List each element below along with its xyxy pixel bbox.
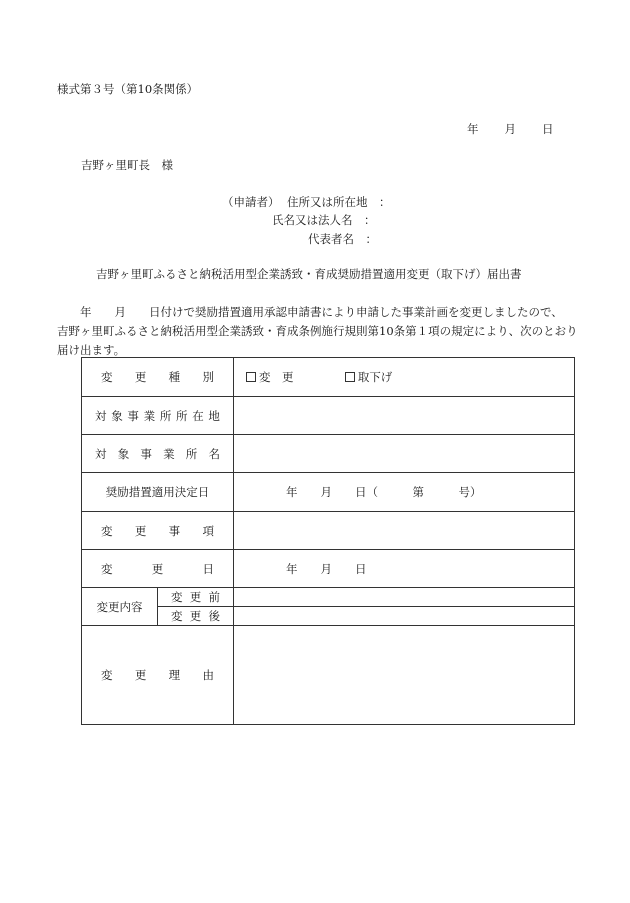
value-change-after[interactable]: [234, 607, 575, 626]
label-char: 変: [171, 609, 183, 623]
value-change-before[interactable]: [234, 588, 575, 607]
label-char: 変: [101, 561, 113, 576]
value-decision-date[interactable]: [234, 473, 575, 512]
label-char: 在: [192, 408, 204, 423]
label-char: 対: [95, 408, 107, 423]
form-table: [81, 357, 575, 725]
label-char: 地: [208, 408, 220, 423]
row-change-reason: [82, 626, 575, 725]
label-decision-date: 奨励措置適用決定日: [82, 473, 234, 512]
applicant-prefix: （申請者）: [222, 195, 280, 209]
change-option-label: 変 更: [259, 370, 294, 384]
applicant-address-label: 住所又は所在地 ：: [287, 195, 391, 209]
label-char: 事: [168, 523, 181, 538]
body-text: [57, 303, 577, 360]
label-char: 対: [95, 446, 107, 461]
row-business-name: [82, 435, 575, 473]
addressee: 吉野ヶ里町長 様: [81, 158, 173, 172]
label-char: 象: [117, 446, 130, 461]
date-month-label: 月: [504, 122, 516, 136]
label-change-before: [158, 588, 234, 607]
label-char: 後: [208, 609, 220, 623]
label-char: 所: [176, 408, 188, 423]
label-change-content: 変更内容: [82, 588, 158, 626]
date-day-label: 日: [542, 122, 554, 136]
label-char: 事: [140, 446, 152, 461]
label-char: 更: [134, 523, 147, 538]
label-char: 更: [189, 609, 202, 623]
label-char: 変: [101, 668, 113, 682]
label-change-type: [82, 358, 234, 397]
label-char: 更: [189, 590, 202, 604]
value-business-name[interactable]: [234, 435, 575, 473]
label-char: 所: [159, 408, 172, 423]
label-char: 所: [185, 446, 198, 461]
row-change-matter: [82, 512, 575, 550]
label-char: 由: [202, 668, 214, 682]
applicant-name-label: 氏名又は法人名 ：: [272, 213, 376, 227]
withdraw-checkbox[interactable]: [345, 372, 355, 382]
label-business-name: [82, 435, 234, 473]
change-checkbox[interactable]: [246, 372, 256, 382]
body-line-1: 年 月 日付けで奨励措置適用承認申請書により申請した事業計画を変更しましたので、: [57, 305, 563, 319]
row-change-before: [82, 588, 575, 607]
value-change-reason[interactable]: [234, 626, 575, 725]
body-line-3: 届け出ます。: [57, 343, 126, 357]
row-change-type: [82, 358, 575, 397]
date-line: [467, 121, 554, 137]
label-change-matter: [82, 512, 234, 550]
row-decision-date: [82, 473, 575, 512]
change-date-text: 年 月 日: [286, 561, 367, 576]
body-line-2: 吉野ヶ里町ふるさと納税活用型企業誘致・育成条例施行規則第10条第１項の規定により、次のとおり: [57, 324, 578, 338]
label-char: 業: [143, 408, 156, 423]
label-char: 項: [202, 523, 214, 538]
label-change-after: [158, 607, 234, 626]
decision-date-text: 年 月 日（ 第 号）: [286, 485, 482, 499]
label-change-date: [82, 550, 234, 588]
label-char: 業: [163, 446, 175, 461]
form-number: 様式第３号（第10条関係）: [57, 82, 199, 96]
label-char: 更: [134, 668, 147, 682]
label-char: 別: [202, 370, 214, 384]
label-char: 象: [111, 408, 123, 423]
label-char: 名: [208, 446, 220, 461]
label-char: 変: [101, 523, 113, 538]
label-char: 更: [134, 370, 147, 384]
label-char: 理: [168, 668, 181, 682]
document-title: 吉野ヶ里町ふるさと納税活用型企業誘致・育成奨励措置適用変更（取下げ）届出書: [96, 267, 522, 281]
label-char: 変: [101, 370, 113, 384]
row-change-date: [82, 550, 575, 588]
date-year-label: 年: [467, 122, 479, 136]
withdraw-option-label: 取下げ: [357, 370, 393, 384]
value-business-location[interactable]: [234, 397, 575, 435]
label-char: 種: [168, 370, 181, 384]
label-char: 前: [208, 590, 220, 604]
value-change-matter[interactable]: [234, 512, 575, 550]
row-business-location: [82, 397, 575, 435]
label-char: 変: [171, 590, 183, 604]
applicant-representative-label: 代表者名 ：: [308, 232, 377, 246]
label-char: 更: [151, 561, 164, 576]
value-change-date[interactable]: [234, 550, 575, 588]
label-char: 日: [202, 561, 214, 576]
value-change-type: [234, 358, 575, 397]
label-change-reason: [82, 626, 234, 725]
label-business-location: [82, 397, 234, 435]
label-char: 事: [127, 408, 139, 423]
